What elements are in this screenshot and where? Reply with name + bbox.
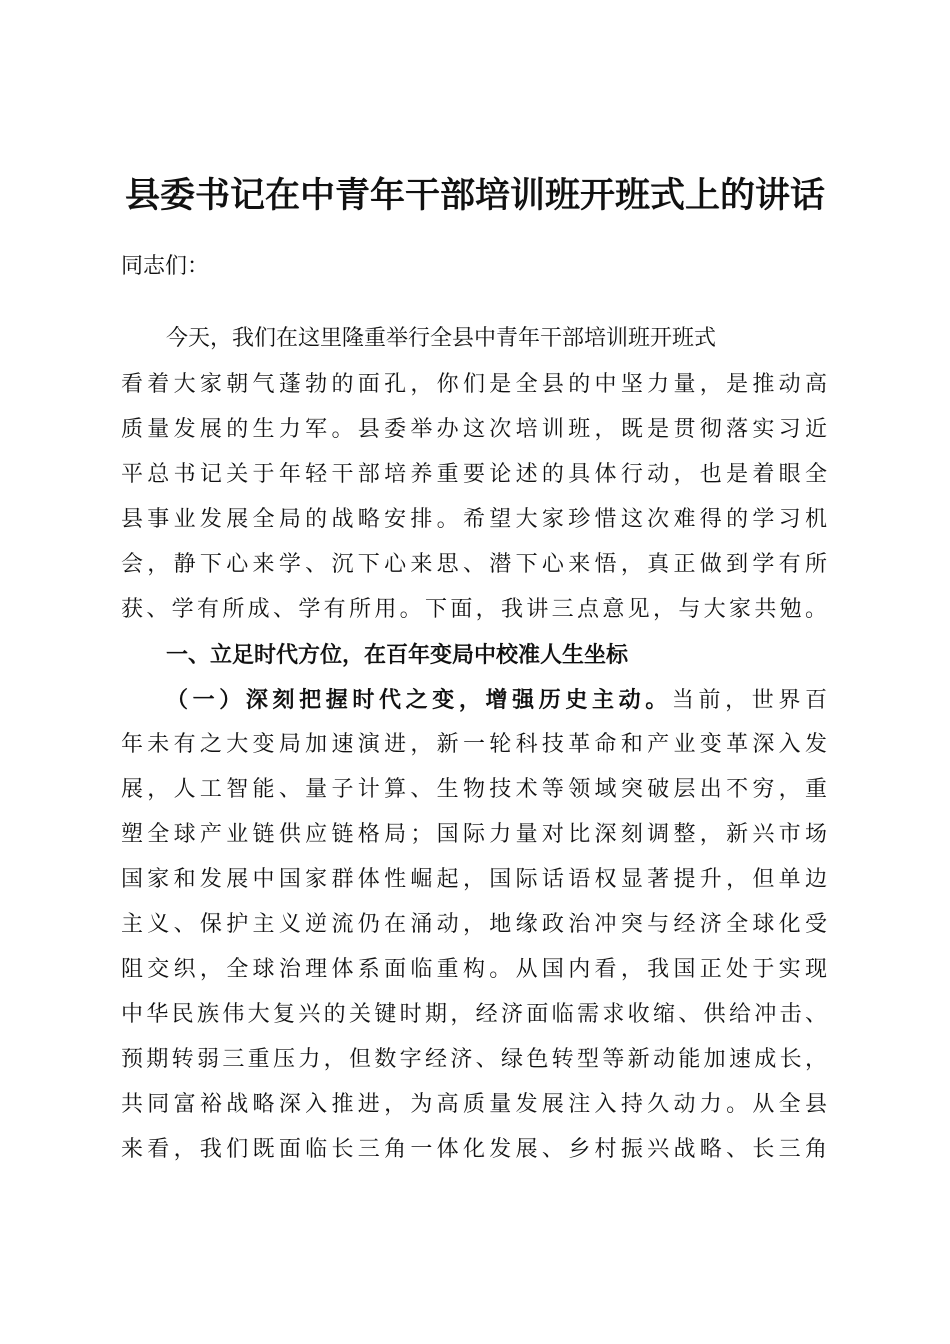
paragraph-line: 质量发展的生力军。县委举办这次培训班，既是贯彻落实习近 [121, 417, 827, 442]
paragraph-line: 展，人工智能、量子计算、生物技术等领域突破层出不穷，重 [121, 777, 827, 802]
paragraph-line: 预期转弱三重压力，但数字经济、绿色转型等新动能加速成长， [121, 1047, 827, 1072]
paragraph-line: 会，静下心来学、沉下心来思、潜下心来悟，真正做到学有所 [121, 552, 827, 577]
paragraph-line: 中华民族伟大复兴的关键时期，经济面临需求收缩、供给冲击、 [121, 1002, 827, 1027]
document-title: 县委书记在中青年干部培训班开班式上的讲话 [124, 175, 825, 216]
paragraph-line: 看着大家朝气蓬勃的面孔，你们是全县的中坚力量，是推动高 [121, 372, 827, 397]
section-heading: 一、立足时代方位，在百年变局中校准人生坐标 [166, 642, 629, 668]
paragraph-line: 县事业发展全局的战略安排。希望大家珍惜这次难得的学习机 [121, 507, 827, 532]
subsection-first-line-rest: 当前，世界百 [671, 688, 827, 713]
paragraph-line: 塑全球产业链供应链格局；国际力量对比深刻调整，新兴市场 [121, 822, 827, 847]
subsection-first-line [166, 685, 827, 716]
paragraph-line: 主义、保护主义逆流仍在涌动，地缘政治冲突与经济全球化受 [121, 912, 827, 937]
salutation: 同志们： [121, 254, 210, 279]
paragraph-line: 共同富裕战略深入推进，为高质量发展注入持久动力。从全县 [121, 1092, 827, 1117]
paragraph-line: 平总书记关于年轻干部培养重要论述的具体行动，也是着眼全 [121, 462, 827, 487]
subsection-label: （一）深刻把握时代之变，增强历史主动。 [166, 687, 672, 713]
paragraph-line: 年未有之大变局加速演进，新一轮科技革命和产业变革深入发 [121, 732, 827, 757]
paragraph-line: 来看，我们既面临长三角一体化发展、乡村振兴战略、长三角 [121, 1137, 827, 1162]
paragraph-line: 获、学有所成、学有所用。下面，我讲三点意见，与大家共勉。 [121, 597, 827, 622]
paragraph-line: 阻交织，全球治理体系面临重构。从国内看，我国正处于实现 [121, 957, 827, 982]
paragraph-line: 今天，我们在这里隆重举行全县中青年干部培训班开班式 [166, 326, 717, 351]
paragraph-line: 国家和发展中国家群体性崛起，国际话语权显著提升，但单边 [121, 867, 827, 892]
